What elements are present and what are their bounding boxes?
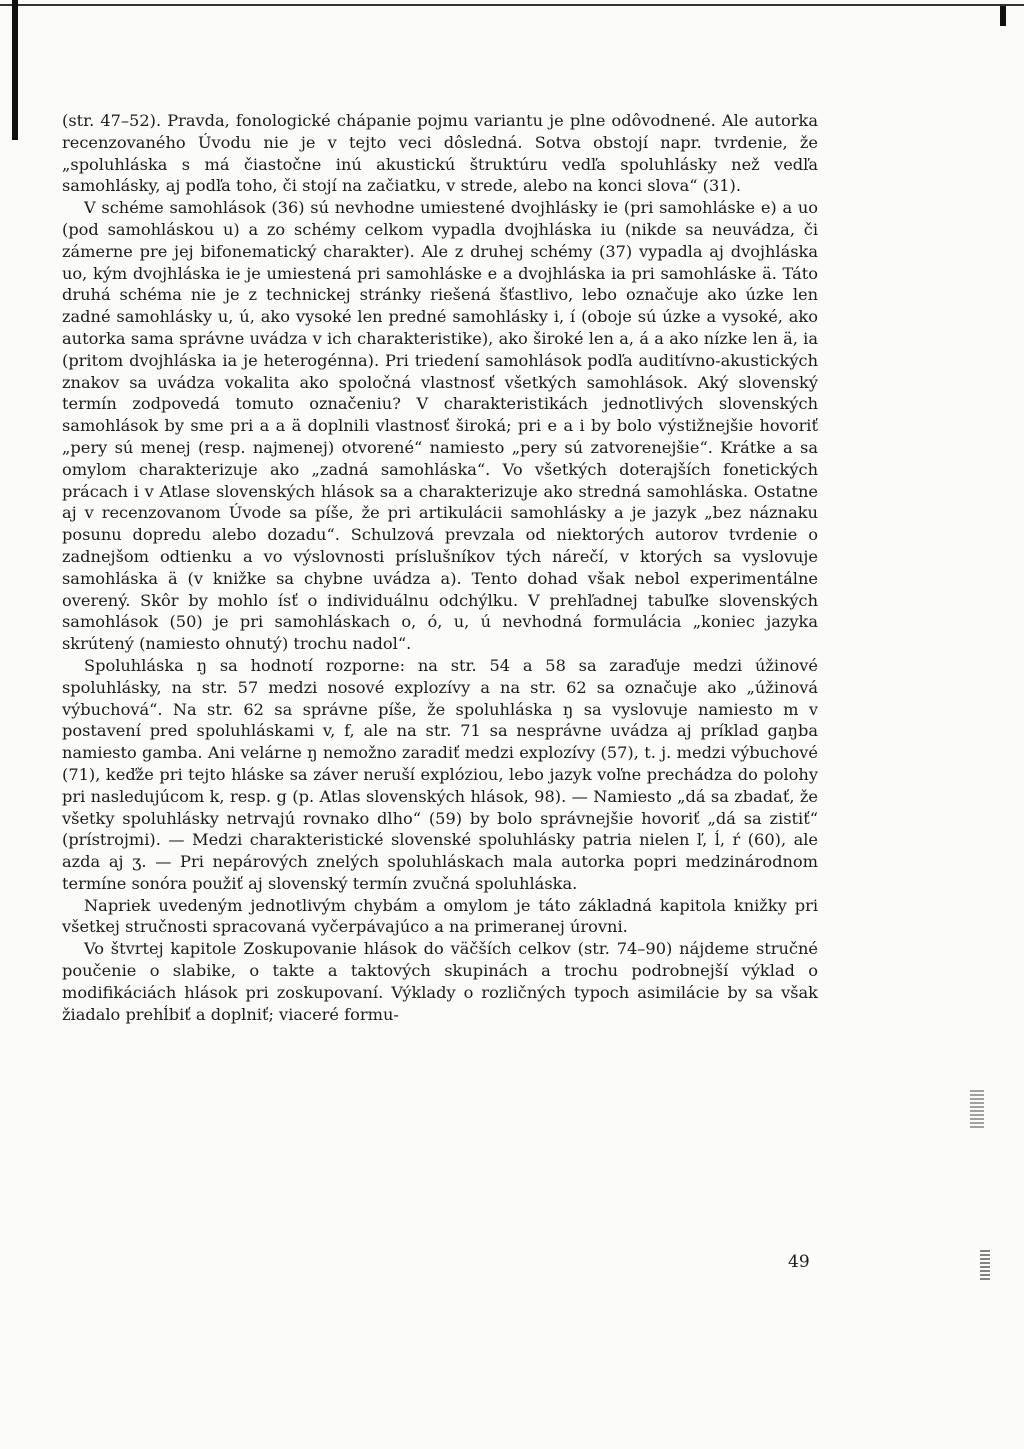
paragraph-5: Vo štvrtej kapitole Zoskupovanie hlások do väčších celkov (str. 74–90) nájdeme stručné poučenie o slabike, o takte a taktových skupinách a trochu podrobnejší výklad o modifikáciách hlások pri zoskupovaní. Výklady o rozličných typoch asimilácie by sa však žiadalo prehĺbiť a doplniť; viaceré formu- (62, 939, 818, 1024)
scan-edge-top (0, 4, 1024, 6)
body-text (62, 110, 818, 1025)
paragraph-2: V schéme samohlások (36) sú nevhodne umiestené dvojhlásky ie (pri samohláske e) a uo (pod samohláskou u) a zo schémy celkom vypadla dvojhláska iu (nikde sa neuvádza, či zámerne pre jej bifonematický charakter). Ale z druhej schémy (37) vypadla aj dvojhláska uo, kým dvojhláska ie je umiestená pri samohláske e a dvojhláska ia pri samohláske ä. Táto druhá schéma nie je z technickej stránky riešená šťastlivo, lebo označuje ako úzke len zadné samohlásky u, ú, ako vysoké len predné samohlásky i, í (oboje sú úzke a vysoké, ako autorka sama správne uvádza v ich charakteristike), ako široké len a, á a ako nízke len ä, ia (pritom dvojhláska ia je heterogénna). Pri triedení samohlások podľa auditívno-akustických znakov sa uvádza vokalita ako spoločná vlastnosť všetkých samohlások. Aký slovenský termín zodpovedá tomuto označeniu? V charakteristikách jednotlivých slovenských samohlások by sme pri a a ä doplnili vlastnosť široká; pri e a i by bolo výstižnejšie hovoriť „pery sú menej (resp. najmenej) otvorené“ namiesto „pery sú zatvorenejšie“. Krátke a sa omylom charakterizuje ako „zadná samohláska“. Vo všetkých doterajších fonetických prácach i v Atlase slovenských hlások sa a charakterizuje ako stredná samohláska. Ostatne aj v recenzovanom Úvode sa píše, že pri artikulácii samohlásky a je jazyk „bez náznaku posunu dopredu alebo dozadu“. Schulzová prevzala od niektorých autorov tvrdenie o zadnejšom odtienku a vo výslovnosti príslušníkov tých nárečí, v ktorých sa vyslovuje samohláska ä (v knižke sa chybne uvádza a). Tento dohad však nebol experimentálne overený. Skôr by mohlo ísť o individuálnu odchýlku. V prehľadnej tabuľke slovenských samohlások (50) je pri samohláskach o, ó, u, ú nevhodná formulácia „koniec jazyka skrútený (namiesto ohnutý) trochu nadol“. (62, 198, 818, 654)
scan-edge-left (12, 0, 18, 140)
scan-edge-right (1000, 6, 1006, 26)
paragraph-4: Napriek uvedeným jednotlivým chybám a omylom je táto základná kapitola knižky pri všetkej stručnosti spracovaná vyčerpávajúco a na primeranej úrovni. (62, 895, 818, 937)
paragraph-1: (str. 47–52). Pravda, fonologické chápanie pojmu variantu je plne odôvodnené. Ale autorka recenzovaného Úvodu nie je v tejto veci dôsledná. Sotva obstojí napr. tvrdenie, že „spoluhláska s má čiastočne inú akustickú štruktúru vedľa spoluhlásky než vedľa samohlásky, aj podľa toho, či stojí na začiatku, v strede, alebo na konci slova“ (31). (62, 111, 818, 196)
scan-noise-mark (970, 1090, 984, 1130)
scan-noise-mark (980, 1250, 990, 1280)
paragraph-3: Spoluhláska ŋ sa hodnotí rozporne: na str. 54 a 58 sa zaraďuje medzi úžinové spoluhlásky, na str. 57 medzi nosové explozívy a na str. 62 sa označuje ako „úžinová výbuchová“. Na str. 62 sa správne píše, že spoluhláska ŋ sa vyslovuje namiesto m v postavení pred spoluhláskami v, f, ale na str. 71 sa nesprávne uvádza aj príklad gaŋba namiesto gamba. Ani velárne ŋ nemožno zaradiť medzi explozívy (57), t. j. medzi výbuchové (71), keďže pri tejto hláske sa záver neruší explóziou, lebo jazyk voľne prechádza do polohy pri nasledujúcom k, resp. g (p. Atlas slovenských hlások, 98). — Namiesto „dá sa zbadať, že všetky spoluhlásky netrvajú rovnako dlho“ (59) by bolo správnejšie hovoriť „dá sa zistiť“ (prístrojmi). — Medzi charakteristické slovenské spoluhlásky patria nielen ľ, ĺ, ŕ (60), ale azda aj ʒ. — Pri nepárových znelých spoluhláskach mala autorka popri medzinárodnom termíne sonóra použiť aj slovenský termín zvučná spoluhláska. (62, 655, 818, 893)
page-number: 49 (788, 1252, 810, 1272)
